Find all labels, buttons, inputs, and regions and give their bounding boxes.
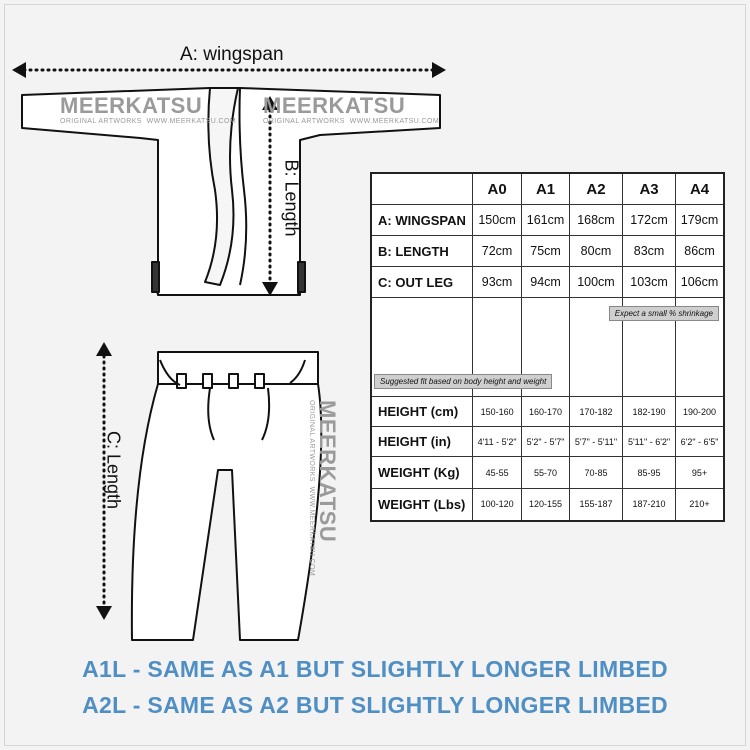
brand-name: MEERKATSU bbox=[60, 93, 203, 118]
table-cell: 160-170 bbox=[522, 397, 570, 427]
fit-note: Suggested fit based on body height and weight bbox=[374, 374, 552, 389]
brand-name: MEERKATSU bbox=[263, 93, 406, 118]
table-cell: 172cm bbox=[623, 205, 676, 236]
table-row bbox=[371, 457, 724, 489]
row-label: HEIGHT (cm) bbox=[371, 397, 473, 427]
table-row bbox=[371, 489, 724, 521]
table-cell: 150cm bbox=[473, 205, 522, 236]
brand-logo bbox=[263, 95, 439, 125]
size-header: A0 bbox=[473, 173, 522, 205]
blank-cell bbox=[473, 298, 522, 397]
length-b-text: B: Length bbox=[281, 159, 302, 237]
brand-logo bbox=[60, 95, 236, 125]
size-header-row bbox=[371, 173, 724, 205]
table-cell: 5'11" - 6'2" bbox=[623, 427, 676, 457]
table-cell: 80cm bbox=[569, 236, 622, 267]
table-cell: 168cm bbox=[569, 205, 622, 236]
table-row bbox=[371, 397, 724, 427]
table-cell: 161cm bbox=[522, 205, 570, 236]
length-c-label bbox=[98, 420, 128, 520]
table-cell: 55-70 bbox=[522, 457, 570, 489]
row-label: WEIGHT (Lbs) bbox=[371, 489, 473, 521]
table-row bbox=[371, 236, 724, 267]
table-cell: 4'11 - 5'2" bbox=[473, 427, 522, 457]
table-cell: 210+ bbox=[676, 489, 724, 521]
table-cell: 103cm bbox=[623, 267, 676, 298]
length-b-label bbox=[276, 148, 306, 248]
table-cell: 190-200 bbox=[676, 397, 724, 427]
table-row bbox=[371, 427, 724, 457]
table-cell: 93cm bbox=[473, 267, 522, 298]
table-cell: 170-182 bbox=[569, 397, 622, 427]
table-cell: 45-55 bbox=[473, 457, 522, 489]
table-cell: 5'2" - 5'7" bbox=[522, 427, 570, 457]
table-cell: 155-187 bbox=[569, 489, 622, 521]
table-cell: 94cm bbox=[522, 267, 570, 298]
size-chart-table bbox=[370, 172, 725, 522]
length-c-text: C: Length bbox=[103, 430, 124, 510]
header-corner bbox=[371, 173, 473, 205]
table-cell: 187-210 bbox=[623, 489, 676, 521]
table-cell: 100cm bbox=[569, 267, 622, 298]
notes-row bbox=[371, 298, 724, 397]
pants-outline bbox=[132, 352, 321, 640]
size-header: A2 bbox=[569, 173, 622, 205]
row-label: A: WINGSPAN bbox=[371, 205, 473, 236]
row-label: WEIGHT (Kg) bbox=[371, 457, 473, 489]
size-header: A3 bbox=[623, 173, 676, 205]
table-row bbox=[371, 205, 724, 236]
wingspan-label: A: wingspan bbox=[180, 44, 284, 65]
brand-tagline: ORIGINAL ARTWORKS WWW.MEERKATSU.COM bbox=[308, 400, 315, 577]
table-cell: 70-85 bbox=[569, 457, 622, 489]
table-cell: 75cm bbox=[522, 236, 570, 267]
brand-tagline: ORIGINAL ARTWORKS WWW.MEERKATSU.COM bbox=[60, 118, 237, 125]
row-label: HEIGHT (in) bbox=[371, 427, 473, 457]
blank-cell bbox=[614, 298, 724, 397]
brand-logo bbox=[308, 400, 338, 576]
size-header: A4 bbox=[676, 173, 724, 205]
table-cell: 106cm bbox=[676, 267, 724, 298]
footer-note-a1l: A1L - SAME AS A1 BUT SLIGHTLY LONGER LIMBED bbox=[82, 656, 668, 682]
table-cell: 72cm bbox=[473, 236, 522, 267]
brand-name: MEERKATSU bbox=[315, 400, 340, 543]
shrinkage-note: Expect a small % shrinkage bbox=[609, 306, 719, 321]
table-cell: 100-120 bbox=[473, 489, 522, 521]
table-cell: 86cm bbox=[676, 236, 724, 267]
table-cell: 182-190 bbox=[623, 397, 676, 427]
table-cell: 6'2" - 6'5" bbox=[676, 427, 724, 457]
row-label: B: LENGTH bbox=[371, 236, 473, 267]
table-cell: 85-95 bbox=[623, 457, 676, 489]
blank-cell bbox=[371, 298, 547, 397]
table-cell: 150-160 bbox=[473, 397, 522, 427]
table-row bbox=[371, 267, 724, 298]
footer-note-a2l: A2L - SAME AS A2 BUT SLIGHTLY LONGER LIMBED bbox=[82, 692, 668, 718]
table-cell: 83cm bbox=[623, 236, 676, 267]
brand-tagline: ORIGINAL ARTWORKS WWW.MEERKATSU.COM bbox=[263, 118, 440, 125]
table-cell: 95+ bbox=[676, 457, 724, 489]
row-label: C: OUT LEG bbox=[371, 267, 473, 298]
table-cell: 120-155 bbox=[522, 489, 570, 521]
table-cell: 5'7" - 5'11" bbox=[569, 427, 622, 457]
size-header: A1 bbox=[522, 173, 570, 205]
blank-cell bbox=[522, 298, 570, 397]
table-cell: 179cm bbox=[676, 205, 724, 236]
